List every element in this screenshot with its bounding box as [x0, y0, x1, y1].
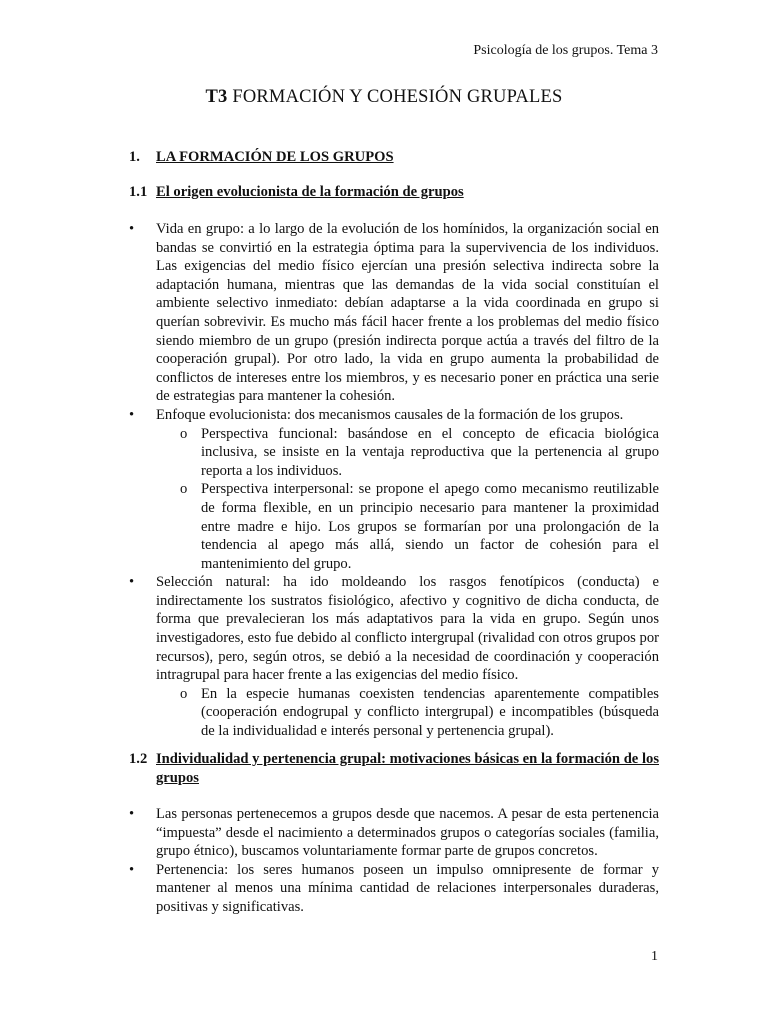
subsection-title: El origen evolucionista de la formación de grupos [156, 184, 464, 200]
sub-list [156, 425, 659, 574]
subsection-number: 1.2 [129, 751, 148, 767]
sub-item-perspectiva-interpersonal [156, 480, 659, 573]
page-number: 1 [651, 949, 658, 964]
title-text: FORMACIÓN Y COHESIÓN GRUPALES [232, 87, 563, 107]
subsection-title: Individualidad y pertenencia grupal: motivaciones básicas en la formación de los grupos [156, 751, 659, 786]
bullet-icon: • [129, 574, 135, 591]
sub-item-text: Perspectiva funcional: basándose en el concepto de eficacia biológica inclusiva, se insiste en la ventaja reproductiva que la pertenencia al grupo reporta a los individuos. [201, 425, 659, 479]
list-item-text: Vida en grupo: a lo largo de la evolución de los homínidos, la organización social en bandas se convirtió en la estrategia óptima para la supervivencia de los individuos. Las exigencias del medio físico ejercían una presión selectiva indirecta sobre la adaptación humana, mientras que las demandas de la vida social constituían el ambiente selectivo inmediato: debían adaptarse a la vida coordinada en grupo si querían sobrevivir. Es mucho más fácil hacer frente a los problemas del medio físico siendo miembro de un grupo (presión indirecta porque actúa a través del filtro de la cooperación grupal). Por otro lado, la vida en grupo aumenta la probabilidad de conflictos de intereses entre los miembros, y es necesario poner en práctica una serie de estrategias para mantener la cohesión. [156, 221, 659, 405]
list-item-pertenecemos [129, 805, 659, 861]
sub-item-text: En la especie humanas coexisten tendencias aparentemente compatibles (cooperación endogrupal y conflicto intergrupal) e incompatibles (búsqueda de la individualidad e interés personal y pertenencia grupal). [201, 685, 659, 740]
title-prefix: T3 [205, 87, 228, 107]
list-item-text: Pertenencia: los seres humanos poseen un impulso omnipresente de formar y mantener al menos una mínima cantidad de relaciones interpersonales duraderas, positivas y significativas. [156, 861, 659, 915]
list-item-text: Selección natural: ha ido moldeando los rasgos fenotípicos (conducta) e indirectamente los sustratos fisiológico, afectivo y cognitivo de dicha conducta, de forma que prevalecieran los más adaptativos para la vida en grupo. Según unos investigadores, esto fue debido al conflicto intergrupal (rivalidad con otros grupos por recursos), pero, según otros, se debió a la necesidad de coordinación y cooperación intragrupal para hacer frente a las exigencias del medio físico. [156, 574, 659, 684]
bullet-icon: • [129, 221, 135, 237]
bullet-icon: • [129, 861, 135, 878]
sub-item-perspectiva-funcional [156, 425, 659, 481]
list-item-text: Las personas pertenecemos a grupos desde que nacemos. A pesar de esta pertenencia “impuesta” desde el nacimiento a determinados grupos o categorías sociales (familia, grupo étnico), buscamos voluntariamente formar parte de grupos concretos. [156, 806, 659, 860]
subsection-1-1-heading [129, 183, 659, 202]
document-title [0, 88, 768, 107]
bullet-list-1-2 [129, 805, 659, 917]
section-1-heading [129, 148, 394, 167]
section-title: LA FORMACIÓN DE LOS GRUPOS [156, 149, 394, 165]
circle-bullet-icon: o [180, 481, 188, 498]
list-item-pertenencia [129, 861, 659, 917]
sub-list [156, 685, 659, 741]
bullet-icon: • [129, 806, 135, 822]
circle-bullet-icon: o [180, 425, 188, 442]
list-item-seleccion-natural [129, 573, 659, 740]
sub-item-text: Perspectiva interpersonal: se propone el apego como mecanismo reutilizable de forma flexible, en un principio necesario para mantener la proximidad entre madre e hijo. Los grupos se formarían por una prolongación de la tendencia al apego más allá, siendo un factor de cohesión para el mantenimiento del grupo. [201, 481, 659, 572]
subsection-1-2-heading [129, 750, 659, 787]
list-item-enfoque-evolucionista [129, 406, 659, 573]
sub-item-especie-humana [156, 685, 659, 741]
bullet-icon: • [129, 406, 135, 423]
circle-bullet-icon: o [180, 685, 188, 702]
running-header: Psicología de los grupos. Tema 3 [473, 43, 658, 58]
list-item-text: Enfoque evolucionista: dos mecanismos causales de la formación de los grupos. [156, 406, 624, 423]
bullet-list-1-1 [129, 220, 659, 741]
section-number: 1. [129, 149, 140, 165]
subsection-number: 1.1 [129, 184, 148, 200]
list-item-vida-en-grupo [129, 220, 659, 406]
